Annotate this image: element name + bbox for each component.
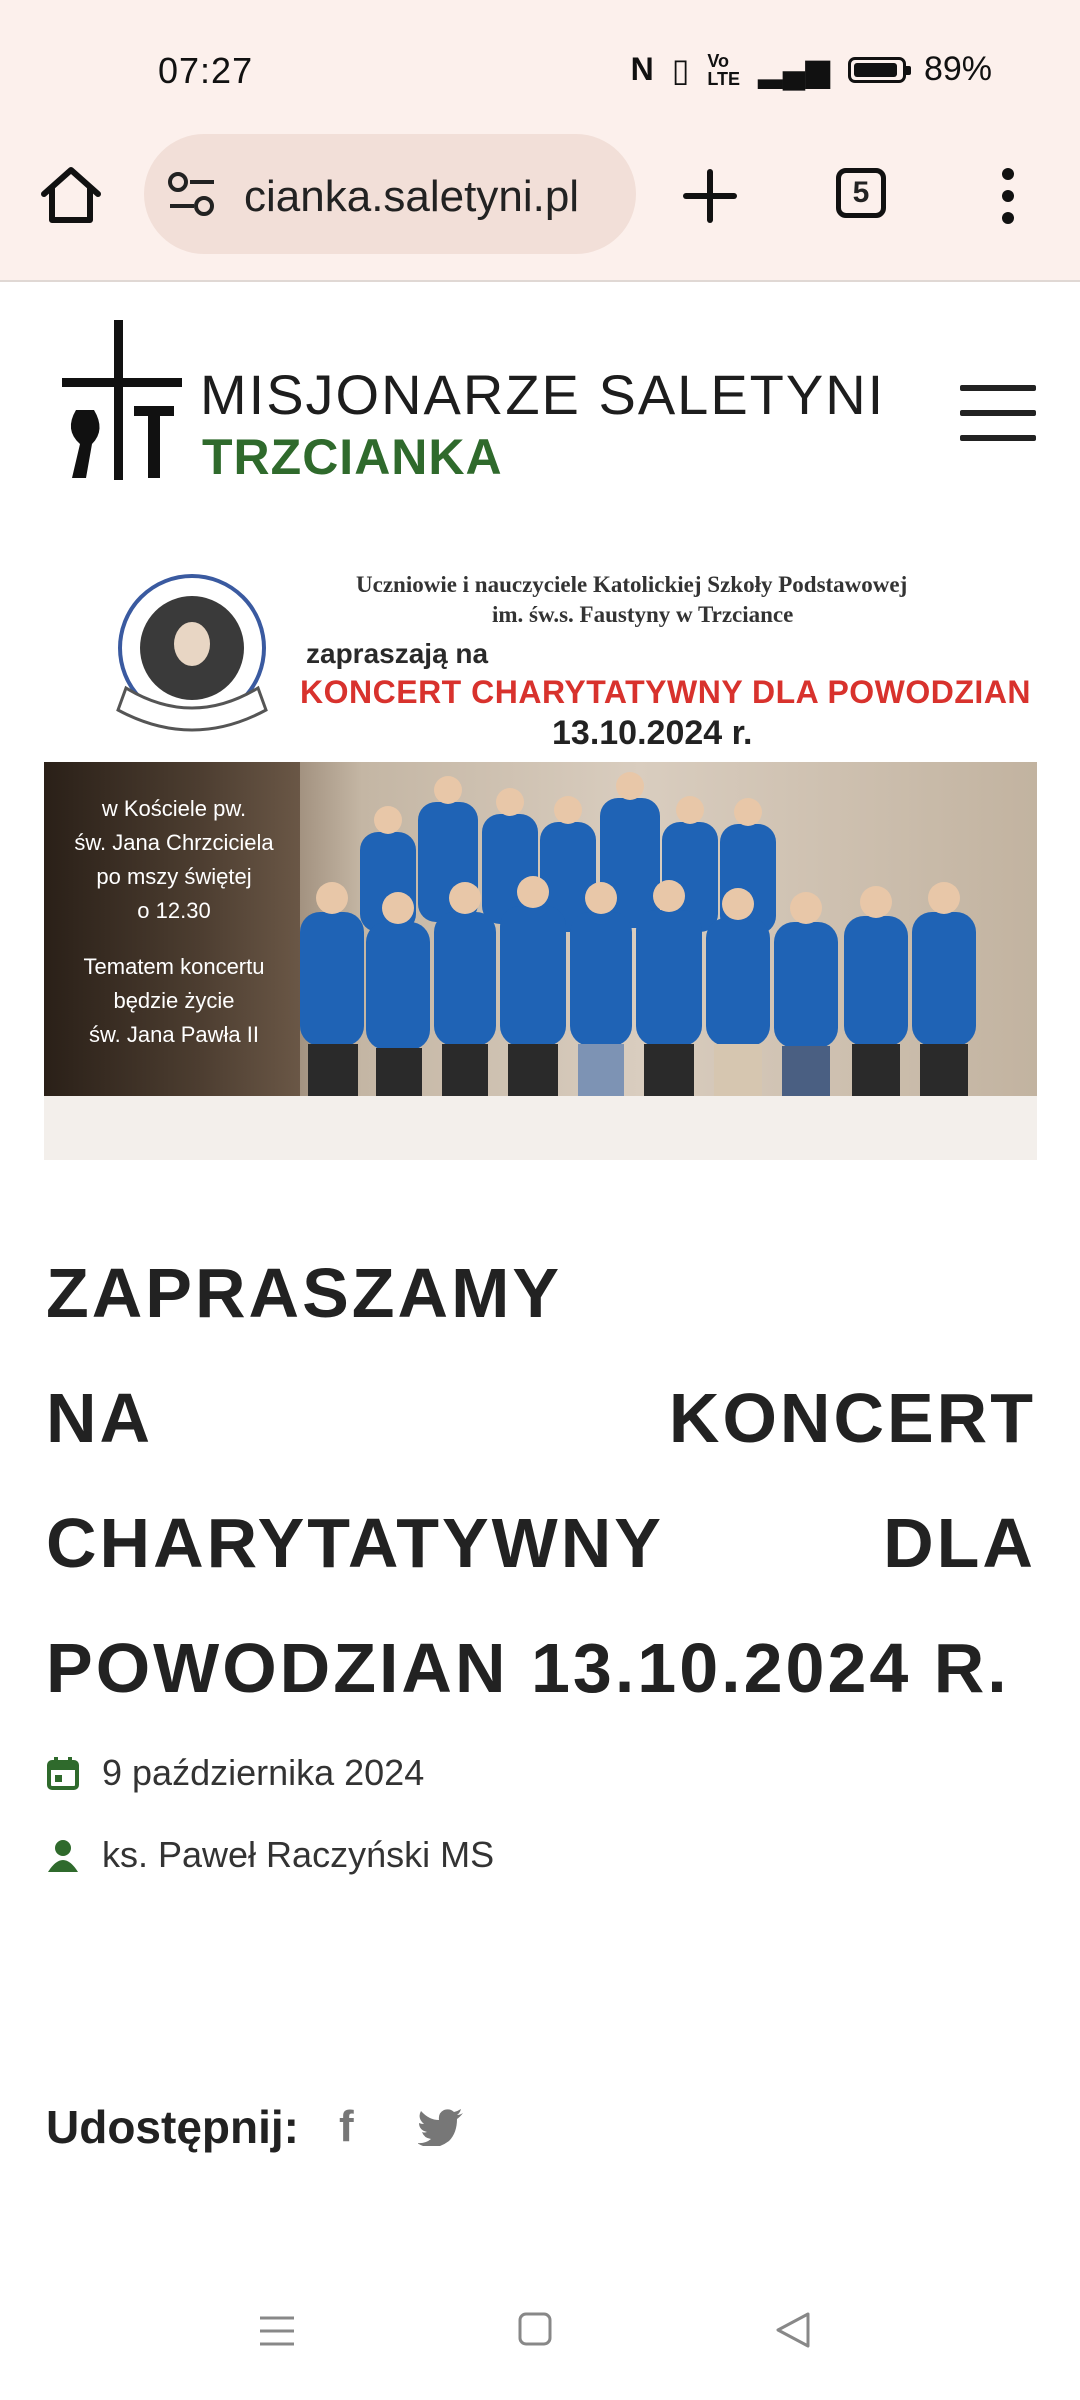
share-label: Udostępnij: bbox=[46, 2101, 299, 2153]
title-word: DLA bbox=[883, 1503, 1036, 1582]
more-menu-icon[interactable] bbox=[996, 166, 1020, 226]
nfc-icon: N bbox=[630, 51, 654, 87]
post-date-row bbox=[46, 1752, 424, 1794]
article-title bbox=[46, 1230, 1036, 1730]
back-icon[interactable] bbox=[774, 2310, 812, 2350]
brand-title[interactable]: MISJONARZE SALETYNI bbox=[200, 363, 886, 426]
share-section bbox=[46, 2100, 464, 2154]
battery-icon bbox=[848, 57, 906, 83]
poster-info-line: w Kościele pw. bbox=[101, 796, 247, 821]
system-nav-bar bbox=[0, 2280, 1080, 2400]
title-row bbox=[46, 1355, 1036, 1480]
poster-concert-title: KONCERT CHARYTATYWNY DLA POWODZIAN bbox=[300, 674, 1032, 710]
browser-toolbar bbox=[0, 130, 1080, 282]
new-tab-icon[interactable] bbox=[680, 166, 740, 226]
url-text[interactable]: cianka.saletyni.pl bbox=[244, 172, 580, 221]
poster-info-line: po mszy świętej bbox=[96, 864, 252, 889]
hamburger-menu-icon[interactable] bbox=[960, 385, 1036, 441]
poster-invite: zapraszają na bbox=[306, 638, 489, 669]
title-word: KONCERT bbox=[668, 1378, 1036, 1457]
poster-footer bbox=[44, 1096, 1037, 1160]
poster-date: 13.10.2024 r. bbox=[552, 714, 753, 752]
tab-switcher-button[interactable]: 5 bbox=[836, 168, 886, 218]
facebook-icon[interactable]: f bbox=[338, 2102, 354, 2151]
volte-icon: Vo LTE bbox=[707, 50, 741, 89]
home-icon[interactable] bbox=[36, 160, 106, 230]
status-bar bbox=[0, 0, 1080, 130]
calendar-icon bbox=[46, 1756, 80, 1790]
poster-info-line: będzie życie bbox=[113, 988, 235, 1013]
poster-header bbox=[44, 556, 1037, 762]
address-bar[interactable] bbox=[144, 134, 636, 254]
site-logo[interactable] bbox=[62, 320, 182, 480]
status-icons bbox=[631, 50, 992, 89]
poster-info bbox=[54, 792, 294, 1052]
poster-photo bbox=[44, 762, 1037, 1096]
poster-info-panel bbox=[44, 762, 300, 1096]
nav-home-icon[interactable] bbox=[518, 2312, 552, 2346]
battery-percent: 89% bbox=[923, 50, 992, 88]
post-author[interactable]: ks. Paweł Raczyński MS bbox=[102, 1834, 495, 1875]
poster-line2: im. św.s. Faustyny w Trzciance bbox=[492, 602, 794, 627]
vibrate-icon: ▯ bbox=[671, 51, 690, 88]
poster-info-line: o 12.30 bbox=[137, 898, 211, 923]
post-date[interactable]: 9 października 2024 bbox=[102, 1752, 425, 1793]
brand-subtitle[interactable]: TRZCIANKA bbox=[202, 429, 503, 485]
user-icon bbox=[46, 1838, 80, 1872]
group-photo-children bbox=[300, 762, 1037, 1096]
title-word: NA bbox=[46, 1378, 154, 1457]
title-word: POWODZIAN 13.10.2024 R. bbox=[46, 1628, 1010, 1707]
title-row bbox=[46, 1230, 1036, 1355]
title-word: ZAPRASZAMY bbox=[46, 1253, 563, 1332]
poster-info-line: św. Jana Chrzciciela bbox=[74, 830, 274, 855]
twitter-icon[interactable] bbox=[418, 2108, 464, 2146]
site-settings-icon[interactable] bbox=[166, 170, 218, 218]
post-author-row bbox=[46, 1834, 494, 1876]
poster-line1: Uczniowie i nauczyciele Katolickiej Szkoły Podstawowej bbox=[356, 572, 908, 597]
poster-info-line: św. Jana Pawła II bbox=[89, 1022, 259, 1047]
poster-info-line: Tematem koncertu bbox=[83, 954, 265, 979]
recent-apps-icon[interactable] bbox=[258, 2312, 296, 2350]
lte-signal-icon: ▂▄▆ bbox=[758, 51, 830, 88]
title-row bbox=[46, 1480, 1036, 1605]
featured-image bbox=[44, 556, 1037, 1160]
title-word: CHARYTATYWNY bbox=[46, 1503, 664, 1582]
title-row bbox=[46, 1605, 1036, 1730]
status-time: 07:27 bbox=[158, 50, 254, 91]
school-seal-icon bbox=[106, 568, 278, 740]
